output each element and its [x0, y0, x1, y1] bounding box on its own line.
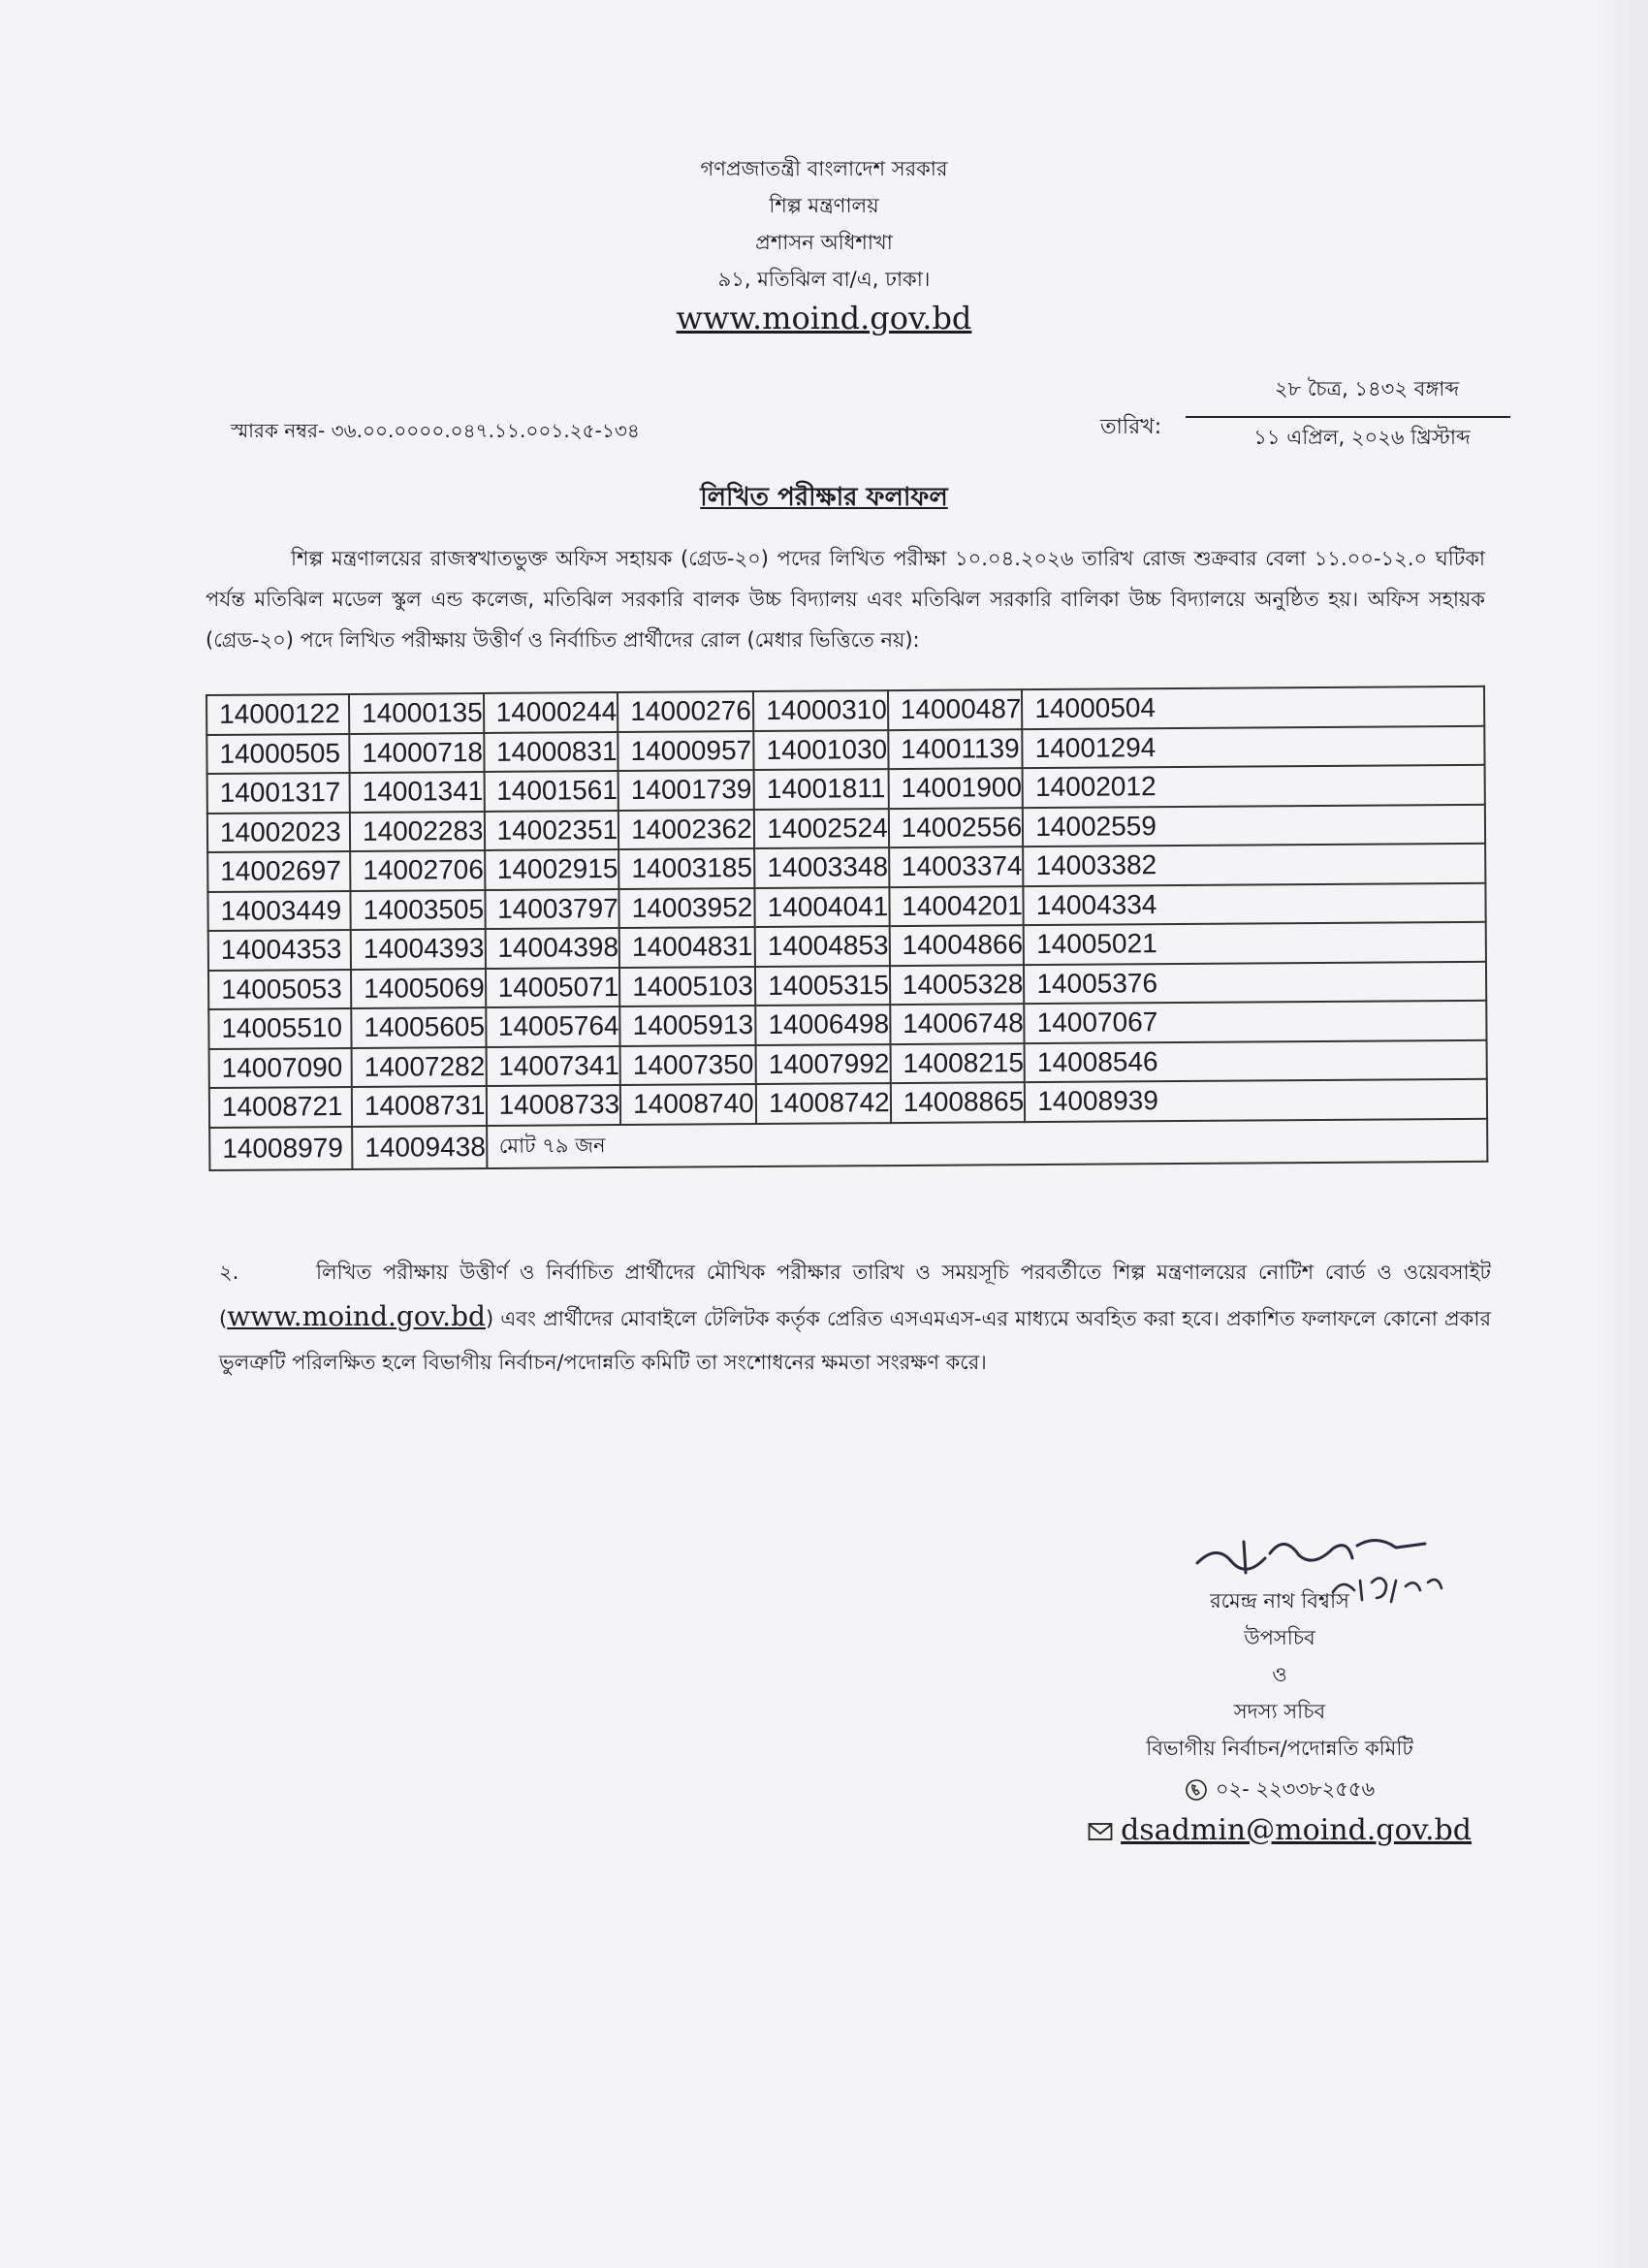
roll-number-cell: 14002706	[350, 850, 485, 890]
roll-number-cell: 14008865	[891, 1082, 1026, 1122]
paragraph-text-before-site: লিখিত পরীক্ষায় উত্তীর্ণ ও নির্বাচিত প্রার্থীদের মৌখিক পরীক্ষার তারিখ ও সময়সূচি পরবর্তীতে শিল্প মন্ত্রণালয়ের নোটিশ বোর্ড ও ওয়েবসাইট (	[219, 1261, 1491, 1330]
roll-number-cell: 14001739	[618, 770, 754, 810]
roll-number-cell: 14004831	[619, 927, 755, 967]
signatory-block	[1047, 1582, 1512, 1847]
roll-number-cell: 14008979	[209, 1126, 352, 1170]
roll-number-cell: 14003374	[889, 847, 1024, 886]
roll-number-cell: 14004041	[755, 887, 890, 927]
roll-number-table	[206, 686, 1488, 1171]
roll-number-cell: 14002362	[618, 810, 754, 849]
roll-number-cell: 14008733	[486, 1085, 620, 1125]
roll-number-cell: 14001317	[207, 773, 350, 814]
paragraph-website-link[interactable]: www.moind.gov.bd	[227, 1300, 486, 1332]
roll-number-cell: 14003449	[207, 890, 350, 931]
roll-number-cell: 14001900	[888, 768, 1023, 808]
document-title: লিখিত পরীক্ষার ফলাফল	[700, 483, 948, 512]
roll-number-cell: 14002697	[207, 851, 350, 892]
roll-number-cell: 14008721	[209, 1087, 352, 1128]
roll-number-cell: 14000504	[1022, 687, 1484, 729]
paragraph-viva-notice	[219, 1251, 1491, 1385]
document-title-row	[0, 477, 1648, 520]
roll-number-cell: 14001294	[1023, 725, 1485, 768]
roll-number-cell: 14003185	[618, 848, 754, 888]
signatory-email-link[interactable]: dsadmin@moind.gov.bd	[1121, 1813, 1472, 1847]
signatory-committee: বিভাগীয় নির্বাচন/পদোন্নতি কমিটি	[1146, 1737, 1413, 1760]
roll-number-cell: 14005605	[351, 1007, 486, 1047]
roll-number-cell: 14000718	[349, 732, 484, 772]
roll-number-cell: 14005053	[208, 969, 351, 1009]
roll-number-cell: 14002556	[889, 808, 1024, 847]
roll-number-cell: 14005071	[486, 968, 620, 1007]
roll-number-cell: 14007282	[352, 1046, 487, 1086]
roll-number-cell: 14008740	[620, 1084, 756, 1124]
signatory-phone: ০২- ২২৩৩৮২৫৫৬	[1215, 1777, 1376, 1801]
roll-number-cell: 14007992	[756, 1044, 891, 1084]
roll-number-cell: 14008215	[890, 1043, 1025, 1083]
signatory-phone-row	[1047, 1771, 1512, 1807]
roll-number-cell: 14007090	[209, 1047, 352, 1088]
roll-number-cell: 14009438	[352, 1125, 487, 1168]
roll-number-cell: 14000244	[484, 692, 618, 732]
header-website-link[interactable]: www.moind.gov.bd	[676, 300, 972, 336]
office-address: ৯১, মতিঝিল বা/এ, ঢাকা।	[717, 268, 931, 291]
date-english: ১১ এপ্রিল, ২০২৬ খ্রিস্টাব্দ	[1253, 426, 1471, 449]
roll-number-cell: 14000487	[888, 689, 1023, 729]
roll-number-cell: 14000276	[618, 691, 753, 731]
scan-edge-shadow	[1590, 0, 1648, 2268]
paragraph-number: ২.	[219, 1261, 239, 1284]
roll-number-cell: 14002351	[484, 811, 618, 850]
roll-number-cell: 14002915	[485, 849, 619, 889]
roll-number-cell: 14008731	[352, 1086, 487, 1126]
signatory-name: রমেন্দ্র নাথ বিশ্বাস	[1210, 1589, 1349, 1613]
roll-number-cell: 14004398	[485, 928, 619, 968]
roll-number-cell: 14002012	[1023, 765, 1485, 808]
roll-number-cell: 14002559	[1023, 804, 1485, 847]
roll-number-cell: 14007341	[486, 1046, 620, 1086]
govt-name: গণপ্রজাতন্ত্রী বাংলাদেশ সরকার	[700, 157, 948, 180]
roll-number-cell: 14003382	[1023, 844, 1485, 886]
roll-number-cell: 14005315	[755, 966, 890, 1006]
roll-number-cell: 14000122	[206, 694, 349, 735]
roll-number-cell: 14005103	[619, 967, 755, 1006]
roll-number-cell: 14005913	[619, 1006, 755, 1045]
branch-name: প্রশাসন অধিশাখা	[755, 231, 893, 254]
date-bangla: ২৮ চৈত্র, ১৪৩২ বঙ্গাব্দ	[1274, 377, 1460, 400]
roll-number-cell: 14001030	[753, 730, 888, 770]
roll-number-cell: 14005021	[1024, 922, 1486, 965]
memo-number: স্মারক নম্বর- ৩৬.০০.০০০০.০৪৭.১১.০০১.২৫-১৩৪	[231, 419, 640, 442]
roll-number-cell: 14002023	[207, 812, 350, 852]
roll-number-cell: 14000310	[753, 690, 888, 730]
roll-number-cell: 14008742	[756, 1083, 891, 1123]
letterhead	[582, 150, 1066, 336]
paragraph-exam-info: শিল্প মন্ত্রণালয়ের রাজস্বখাতভুক্ত অফিস সহায়ক (গ্রেড-২০) পদের লিখিত পরীক্ষা ১০.০৪.২০২৬ তারিখ রোজ শুক্রবার বেলা ১১.০০-১২.০ ঘটিকা পর্যন্ত মতিঝিল মডেল স্কুল এন্ড কলেজ, মতিঝিল সরকারি বালক উচ্চ বিদ্যালয় এবং মতিঝিল সরকারি বালিকা উচ্চ বিদ্যালয়ে অনুষ্ঠিত হয়। অফিস সহায়ক (গ্রেড-২০) পদে লিখিত পরীক্ষায় উত্তীর্ণ ও নির্বাচিত প্রার্থীদের রোল (মেধার ভিত্তিতে নয়):	[206, 547, 1485, 652]
roll-number-cell: 14003348	[754, 847, 889, 887]
mail-icon	[1088, 1822, 1113, 1841]
roll-number-cell: 14003952	[619, 888, 755, 928]
roll-number-cell: 14000135	[349, 693, 484, 733]
roll-number-cell: 14006498	[755, 1005, 890, 1044]
roll-number-cell: 14004393	[351, 929, 486, 969]
signatory-role: সদস্য সচিব	[1233, 1700, 1326, 1723]
roll-number-cell: 14005764	[486, 1006, 620, 1046]
roll-number-cell: 14000505	[206, 733, 349, 774]
total-candidates: মোট ৭৯ জন	[487, 1118, 1488, 1168]
roll-number-cell: 14001341	[350, 772, 485, 812]
phone-icon	[1185, 1778, 1208, 1802]
roll-number-cell: 14000957	[618, 731, 753, 771]
roll-number-cell: 14003797	[485, 889, 619, 929]
signatory-designation: উপসচিব	[1244, 1626, 1315, 1649]
roll-number-cell: 14005328	[890, 965, 1025, 1005]
roll-number-cell: 14003505	[350, 889, 485, 929]
roll-number-cell: 14002524	[754, 809, 889, 848]
signatory-conjunction: ও	[1272, 1663, 1287, 1686]
roll-number-cell: 14005069	[351, 968, 486, 1007]
roll-number-cell: 14004866	[889, 925, 1024, 965]
roll-number-cell: 14001139	[888, 729, 1023, 769]
ministry-name: শিল্প মন্ত্রণালয়	[769, 194, 879, 217]
roll-number-cell: 14007350	[620, 1045, 756, 1085]
roll-number-cell: 14004334	[1024, 882, 1486, 925]
roll-number-cell: 14005510	[208, 1008, 351, 1049]
roll-number-cell: 14006748	[890, 1004, 1025, 1043]
signatory-email-row	[1047, 1813, 1512, 1847]
roll-number-cell: 14004201	[889, 886, 1024, 926]
table-row	[209, 1118, 1487, 1170]
roll-number-cell: 14000831	[484, 732, 618, 772]
roll-number-cell: 14008546	[1025, 1039, 1487, 1082]
roll-number-cell: 14001811	[754, 769, 889, 809]
roll-number-cell: 14004353	[208, 930, 351, 971]
roll-number-cell: 14001561	[484, 771, 618, 811]
roll-number-cell: 14008939	[1025, 1079, 1487, 1122]
date-label: তারিখ:	[1100, 415, 1162, 439]
roll-number-cell: 14002283	[350, 811, 485, 850]
roll-number-cell: 14005376	[1024, 961, 1486, 1004]
date-divider	[1186, 416, 1510, 418]
roll-number-cell: 14004853	[755, 926, 890, 966]
roll-number-cell: 14007067	[1025, 1001, 1487, 1043]
paragraph-text-after-site: ) এবং প্রার্থীদের মোবাইলে টেলিটক কর্তৃক প্রেরিত এসএমএস-এর মাধ্যমে অবহিত করা হবে। প্রকাশিত ফলাফলে কোনো প্রকার ভুলত্রুটি পরিলক্ষিত হলে বিভাগীয় নির্বাচন/পদোন্নতি কমিটি তা সংশোধনের ক্ষমতা সংরক্ষণ করে।	[219, 1307, 1491, 1374]
